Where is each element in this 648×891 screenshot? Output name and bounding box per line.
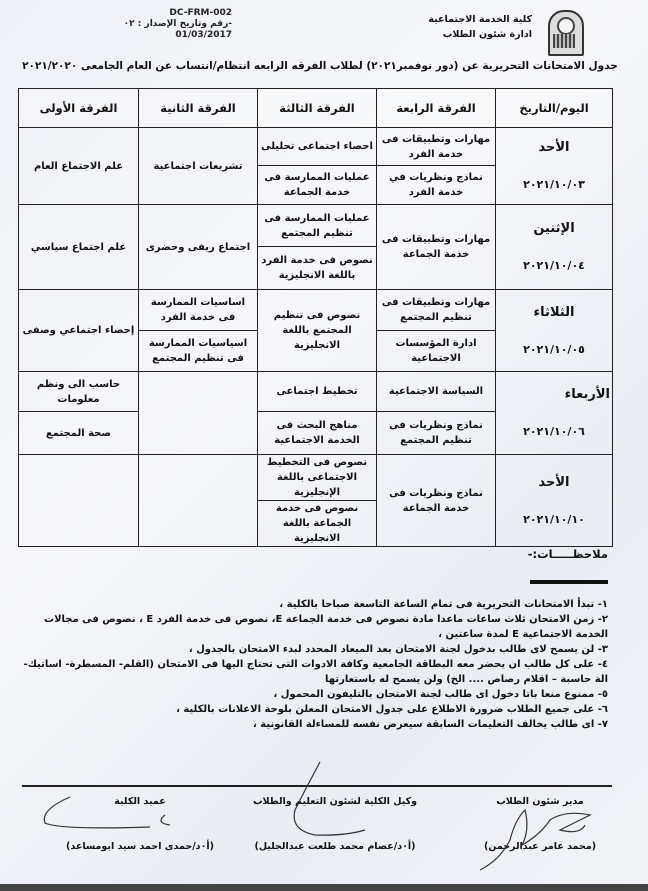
note-item: ٦- على جميع الطلاب ضرورة الاطلاع على جدول الامتحان المعلن بلوحة الاعلانات بالكلية ، (176, 704, 608, 715)
note-item: ٥- ممنوع منعا باتا دخول اى طالب لجنة الامتحان بالتليفون المحمول ، (273, 689, 608, 700)
signature-role: عميد الكلية (114, 796, 166, 807)
signature-dean (60, 796, 220, 852)
header-second-year: الفرقة الثانية (139, 89, 258, 128)
third-year-subject: عمليات الممارسة فى تنظيم المجتمع (258, 205, 377, 247)
notes-title: ملاحظـــــات:- (527, 547, 608, 561)
table-row (19, 205, 613, 247)
second-year-subject: اجتماع ريفى وحضرى (139, 205, 258, 290)
day-label: الأحد (538, 140, 570, 155)
header-fourth-year: الفرقة الرابعة (377, 89, 496, 128)
fourth-year-subject: ادارة المؤسسات الاجتماعية (377, 331, 496, 372)
third-year-subject: مناهج البحث فى الخدمة الاجتماعية (258, 412, 377, 455)
fourth-year-subject: نماذج ونظريات فى تنظيم المجتمع (377, 412, 496, 455)
fourth-year-subject: السياسة الاجتماعية (377, 372, 496, 412)
date-label: ٢٠٢١/١٠/٠٥ (523, 342, 585, 356)
day-date-cell (496, 128, 613, 205)
fourth-year-subject: مهارات وتطبيقات فى خدمة الفرد (377, 128, 496, 166)
faculty-logo-icon (548, 10, 584, 56)
table-header-row (19, 89, 613, 128)
table-row (19, 372, 613, 412)
second-year-subject (139, 372, 258, 455)
day-label: الأحد (538, 474, 570, 490)
note-item: ٤- على كل طالب ان يحضر معه البطاقة الجامعية وكافة الادوات التى تحتاج اليها فى الامتحان (القلم- المسطرة- اساتيك- الة حاسبة – اقلام رصاص .... الخ) ولن يسمح له باستعارتها (23, 659, 608, 685)
signature-divider (22, 785, 612, 787)
third-year-subject: نصوص فى خدمة الفرد باللغة الانجليزية (258, 247, 377, 290)
organization-block (400, 12, 532, 42)
fourth-year-subject: نماذج ونظريات في خدمة الفرد (377, 166, 496, 205)
third-year-subject: عمليات الممارسة فى خدمة الجماعة (258, 166, 377, 205)
header-day-date: اليوم/التاريخ (496, 89, 613, 128)
third-year-subject: تخطيط اجتماعى (258, 372, 377, 412)
day-label: الثلاثاء (533, 304, 575, 320)
second-year-subject: اسياسيات الممارسة فى تنظيم المجتمع (139, 331, 258, 372)
note-item: ١- تبدأ الامتحانات التحريرية فى تمام الساعة التاسعة صباحا بالكلية ، (279, 599, 608, 610)
day-date-cell (496, 455, 613, 547)
fourth-year-subject: مهارات وتطبيقات فى خدمة الجماعة (377, 205, 496, 290)
table-row (19, 455, 613, 501)
signature-student-affairs-director (465, 796, 615, 852)
fourth-year-subject: نماذج ونظريات فى خدمة الجماعة (377, 455, 496, 547)
first-year-subject: علم الاجتماع العام (19, 128, 139, 205)
date-label: ٢٠٢١/١٠/١٠ (523, 512, 585, 526)
third-year-subject: نصوص فى تنظيم المجتمع باللغة الانجليزية (258, 290, 377, 372)
exam-schedule-table (18, 88, 613, 547)
header-first-year: الفرقة الأولى (19, 89, 139, 128)
table-row (19, 290, 613, 331)
day-label: الإثنين (533, 221, 575, 236)
day-label: الأربعاء (564, 387, 610, 402)
department-name: ادارة شئون الطلاب (442, 29, 532, 40)
table-row (19, 128, 613, 166)
third-year-subject: نصوص فى خدمة الجماعة باللغة الانجليزية (258, 501, 377, 547)
form-code: DC-FRM-002 (169, 8, 232, 18)
signature-name: (أ٠د/حمدى احمد سيد ابومساعد) (66, 841, 214, 852)
form-code-block (112, 8, 232, 41)
fourth-year-subject: مهارات وتطبيقات فى تنظيم المجتمع (377, 290, 496, 331)
note-item: ٧- اى طالب يخالف التعليمات السابقة سيعرض نفسه للمساءلة القانونية ، (253, 719, 608, 730)
third-year-subject: احصاء اجتماعى تحليلى (258, 128, 377, 166)
day-date-cell (496, 205, 613, 290)
issue-date: 01/03/2017 (175, 30, 232, 40)
day-date-cell (496, 290, 613, 372)
third-year-subject: نصوص فى التخطيط الاجتماعى باللغة الإنجليزية (258, 455, 377, 501)
signature-role: مدير شئون الطلاب (496, 796, 584, 807)
scan-bottom-edge (0, 884, 648, 891)
first-year-subject (19, 455, 139, 547)
note-item: ٢- زمن الامتحان ثلاث ساعات ماعدا مادة نصوص فى خدمة الجماعة E، نصوص فى خدمة الفرد E ، نصوص فى مجالات الخدمة الاجتماعية E لمدة ساعتين ، (44, 614, 608, 640)
header-third-year: الفرقة الثالثة (258, 89, 377, 128)
faculty-name: كلية الخدمة الاجتماعية (428, 14, 532, 25)
first-year-subject: علم اجتماع سياسي (19, 205, 139, 290)
notes-list (22, 597, 608, 732)
first-year-subject: إحصاء اجتماعي وصفى (19, 290, 139, 372)
note-item: ٣- لن يسمح لاى طالب بدخول لجنة الامتحان بعد الميعاد المحدد لبدء الامتحان بالجدول ، (188, 644, 608, 655)
second-year-subject: تشريعات اجتماعية (139, 128, 258, 205)
signature-name: (أ٠د/عصام محمد طلعت عبدالجليل) (254, 841, 416, 852)
issue-number: -رقم وتاريخ الإصدار : ٠٢ (123, 19, 232, 29)
signature-role: وكيل الكلية لشئون التعليم والطلاب (252, 796, 418, 807)
second-year-subject: اساسيات الممارسة فى خدمة الفرد (139, 290, 258, 331)
first-year-subject: حاسب الى ونظم معلومات (19, 372, 139, 412)
date-label: ٢٠٢١/١٠/٠٦ (523, 425, 585, 438)
signature-name: (محمد عامر عبدالرحمن) (483, 841, 597, 852)
signature-vice-dean (250, 796, 420, 852)
date-label: ٢٠٢١/١٠/٠٣ (523, 178, 585, 191)
notes-divider (530, 580, 608, 584)
document-title: جدول الامتحانات التحريرية عن (دور نوفمبر٢٠٢١) لطلاب الفرقه الرابعه انتظام/انتساب عن العام الجامعى ٢٠٢١/٢٠٢٠ (22, 60, 618, 72)
first-year-subject: صحة المجتمع (19, 412, 139, 455)
second-year-subject (139, 455, 258, 547)
day-date-cell (496, 372, 613, 455)
date-label: ٢٠٢١/١٠/٠٤ (523, 259, 585, 272)
